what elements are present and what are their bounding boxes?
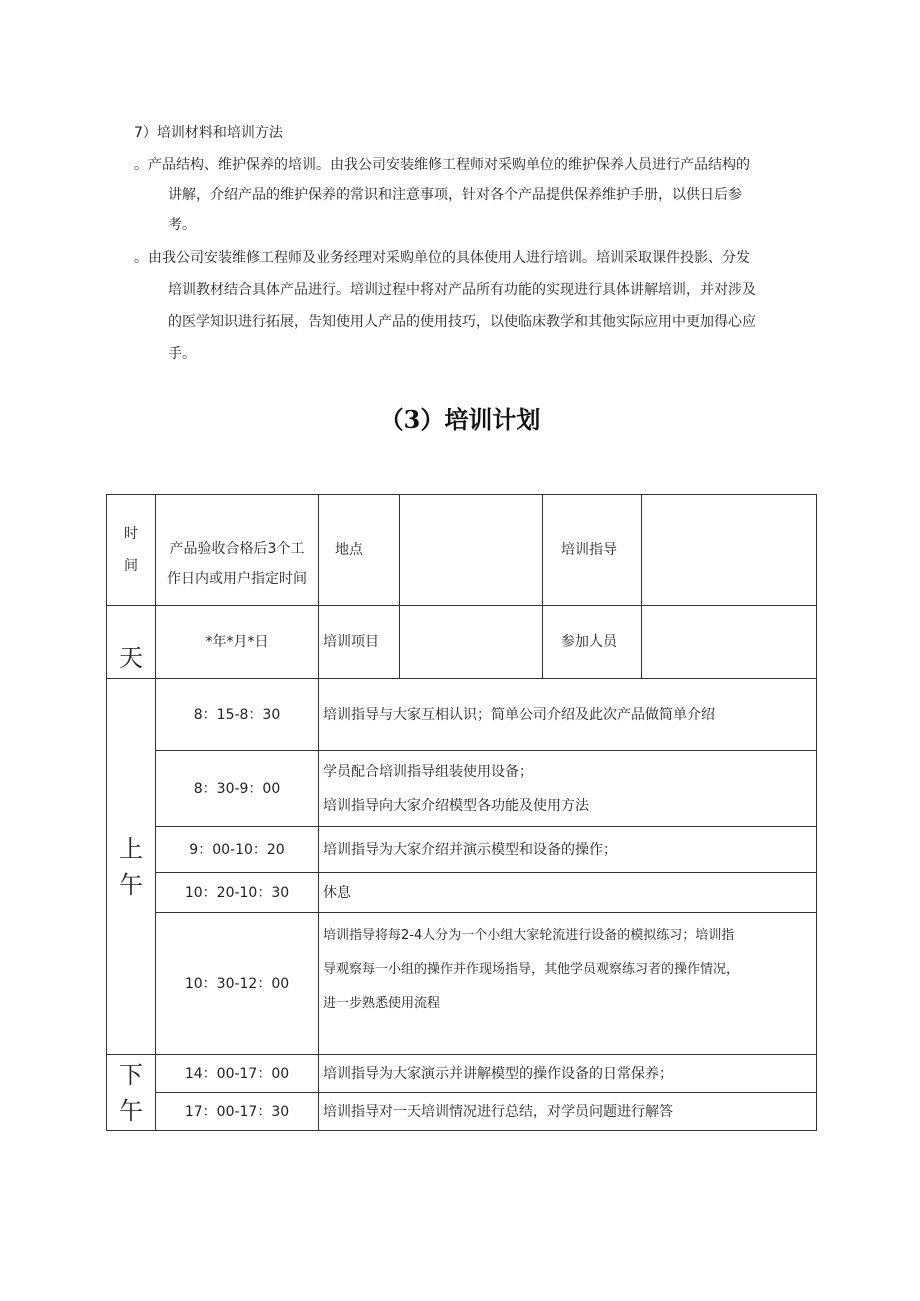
training-plan-table xyxy=(106,494,817,1131)
day-label: 天 xyxy=(119,644,143,672)
para2-line: 的医学知识进行拓展，告知使用人产品的使用技巧，以使临床教学和其他实际应用中更加得心应 xyxy=(168,314,756,330)
item-value xyxy=(400,606,543,679)
time-label-cell xyxy=(107,495,156,606)
item-label: 培训项目 xyxy=(319,606,400,679)
schedule-time: 17：00-17：30 xyxy=(156,1093,319,1131)
para2-line: 培训教材结合具体产品进行。培训过程中将对产品所有功能的实现进行具体讲解培训，并对涉及 xyxy=(168,282,756,298)
schedule-content: 培训指导与大家互相认识；简单公司介绍及此次产品做简单介绍 xyxy=(319,679,817,751)
table-row xyxy=(107,913,817,1055)
content-line: 培训指导将每2-4人分为一个小组大家轮流进行设备的模拟练习；培训指 xyxy=(323,928,735,943)
morning-label-cell xyxy=(107,679,156,1055)
schedule-time: 10：20-10：30 xyxy=(156,873,319,913)
content-line: 学员配合培训指导组装使用设备； xyxy=(323,763,533,780)
participants-value xyxy=(642,606,817,679)
para1-line: 讲解，介绍产品的维护保养的常识和注意事项，针对各个产品提供保养维护手册，以供日后参 xyxy=(168,187,742,203)
page-heading: （3）培训计划 xyxy=(379,405,541,434)
time-label: 时 xyxy=(124,526,138,542)
schedule-content xyxy=(319,913,817,1055)
location-label: 地点 xyxy=(319,495,400,606)
morning-label: 上 xyxy=(119,834,143,863)
schedule-content: 培训指导为大家介绍并演示模型和设备的操作； xyxy=(319,827,817,873)
date-value: *年*月*日 xyxy=(156,606,319,679)
table-row xyxy=(107,679,817,751)
content-line: 培训指导向大家介绍模型各功能及使用方法 xyxy=(323,797,589,814)
schedule-content: 休息 xyxy=(319,873,817,913)
table-row xyxy=(107,1055,817,1093)
table-row xyxy=(107,873,817,913)
para1-line: 。产品结构、维护保养的培训。由我公司安装维修工程师对采购单位的维护保养人员进行产品结构的 xyxy=(134,157,750,173)
day-label-cell xyxy=(107,606,156,679)
content-line: 进一步熟悉使用流程 xyxy=(323,996,441,1011)
time-label: 间 xyxy=(124,558,138,574)
time-value-cell xyxy=(156,495,319,606)
para2-line: 。由我公司安装维修工程师及业务经理对采购单位的具体使用人进行培训。培训采取课件投影、分发 xyxy=(134,250,750,266)
instructor-value xyxy=(642,495,817,606)
participants-label: 参加人员 xyxy=(543,606,642,679)
schedule-time: 8：30-9：00 xyxy=(156,751,319,827)
instructor-label: 培训指导 xyxy=(543,495,642,606)
section-title: 7）培训材料和培训方法 xyxy=(134,125,283,141)
schedule-time: 9：00-10：20 xyxy=(156,827,319,873)
location-value xyxy=(400,495,543,606)
afternoon-label: 午 xyxy=(119,1096,143,1125)
schedule-content: 培训指导为大家演示并讲解模型的操作设备的日常保养； xyxy=(319,1055,817,1093)
schedule-time: 8：15-8：30 xyxy=(156,679,319,751)
para1-line: 考。 xyxy=(168,217,196,233)
content-line: 导观察每一小组的操作并作现场指导，其他学员观察练习者的操作情况， xyxy=(323,962,740,977)
afternoon-label: 下 xyxy=(119,1060,143,1089)
morning-label: 午 xyxy=(119,870,143,899)
table-row xyxy=(107,751,817,827)
para2-line: 手。 xyxy=(168,346,196,362)
schedule-time: 10：30-12：00 xyxy=(156,913,319,1055)
schedule-content xyxy=(319,751,817,827)
time-value: 产品验收合格后3个工 xyxy=(169,541,305,557)
table-row xyxy=(107,827,817,873)
time-value: 作日内或用户指定时间 xyxy=(167,571,307,587)
afternoon-label-cell xyxy=(107,1055,156,1131)
schedule-time: 14：00-17：00 xyxy=(156,1055,319,1093)
table-row xyxy=(107,1093,817,1131)
schedule-content: 培训指导对一天培训情况进行总结，对学员问题进行解答 xyxy=(319,1093,817,1131)
